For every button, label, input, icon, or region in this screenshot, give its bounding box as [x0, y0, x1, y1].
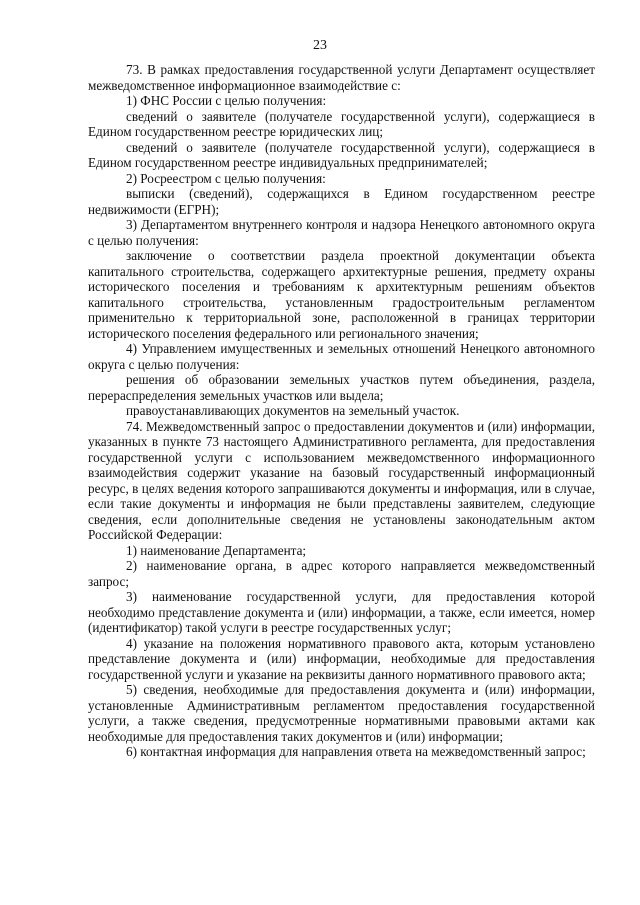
- list-item-department-name: 1) наименование Департамента;: [126, 542, 307, 558]
- list-item-recipient-name: 2) наименование органа, в адрес которого направляется межведомственный запрос;: [88, 558, 595, 589]
- list-item-property-department: 4) Управлением имущественных и земельных отношений Ненецкого автономного округа с целью получения:: [88, 341, 595, 372]
- page-number: 23: [313, 38, 327, 53]
- document-body: [88, 62, 595, 760]
- list-item-title-documents: правоустанавливающих документов на земельный участок.: [126, 403, 460, 418]
- paragraph-item-74-intro: 74. Межведомственный запрос о предоставлении документов и (или) информации, указанных в пункте 73 настоящего Административного регламента, для предоставления государственной услуги с использованием межведомственного информационного взаимодействия содержит указание на базовый государственный информационный ресурс, в целях ведения которого запрашиваются документы и информация, или в случае, если такие документы и информация не были представлены заявителем, следующие сведения, если дополнительные сведения не установлены законодательным актом Российской Федерации:: [88, 418, 595, 542]
- list-item-egrul: сведений о заявителе (получателе государственной услуги), содержащиеся в Едином государственном реестре юридических лиц;: [88, 108, 595, 139]
- list-item-service-name: 3) наименование государственной услуги, для предоставления которой необходимо представление документа и (или) информации, а также, если имеется, номер (идентификатор) такой услуги в реестре государственных услуг;: [88, 589, 595, 635]
- list-item-rosreestr: 2) Росреестром с целью получения:: [126, 170, 326, 186]
- paragraph-item-73-intro: 73. В рамках предоставления государственной услуги Департамент осуществляет межведомственное информационное взаимодействие с:: [88, 62, 595, 93]
- list-item-egrn: выписки (сведений), содержащихся в Едином государственном реестре недвижимости (ЕГРН);: [88, 186, 595, 217]
- list-item-legal-basis: 4) указание на положения нормативного правового акта, которым установлено представление документа и (или) информации, необходимые для предоставления государственной услуги и указание на реквизиты данного нормативного правового акта;: [88, 635, 595, 682]
- list-item-egrip: сведений о заявителе (получателе государственной услуги), содержащиеся в Едином государственном реестре индивидуальных предпринимателей;: [88, 139, 595, 170]
- list-item-control-department: 3) Департаментом внутреннего контроля и надзора Ненецкого автономного округа с целью получения:: [88, 217, 595, 248]
- list-item-conclusion: заключение о соответствии раздела проектной документации объекта капитального строительства, содержащего архитектурные решения, предмету охраны исторического поселения и требованиям к архитектурным решениям объектов капитального строительства, установленным градостроительным регламентом применительно к территориальной зоне, расположенной в границах территории исторического поселения федерального или регионального значения;: [88, 248, 595, 341]
- list-item-required-info: 5) сведения, необходимые для предоставления документа и (или) информации, установленные Административным регламентом предоставления государственной услуги, а также сведения, предусмотренные нормативными правовыми актами как необходимые для предоставления таких документов и (или) информации;: [88, 682, 595, 744]
- list-item-land-decisions: решения об образовании земельных участков путем объединения, раздела, перераспределения земельных участков или выдела;: [88, 372, 595, 403]
- list-item-contact-info: 6) контактная информация для направления ответа на межведомственный запрос;: [126, 744, 586, 759]
- list-item-fns: 1) ФНС России с целью получения:: [126, 93, 327, 108]
